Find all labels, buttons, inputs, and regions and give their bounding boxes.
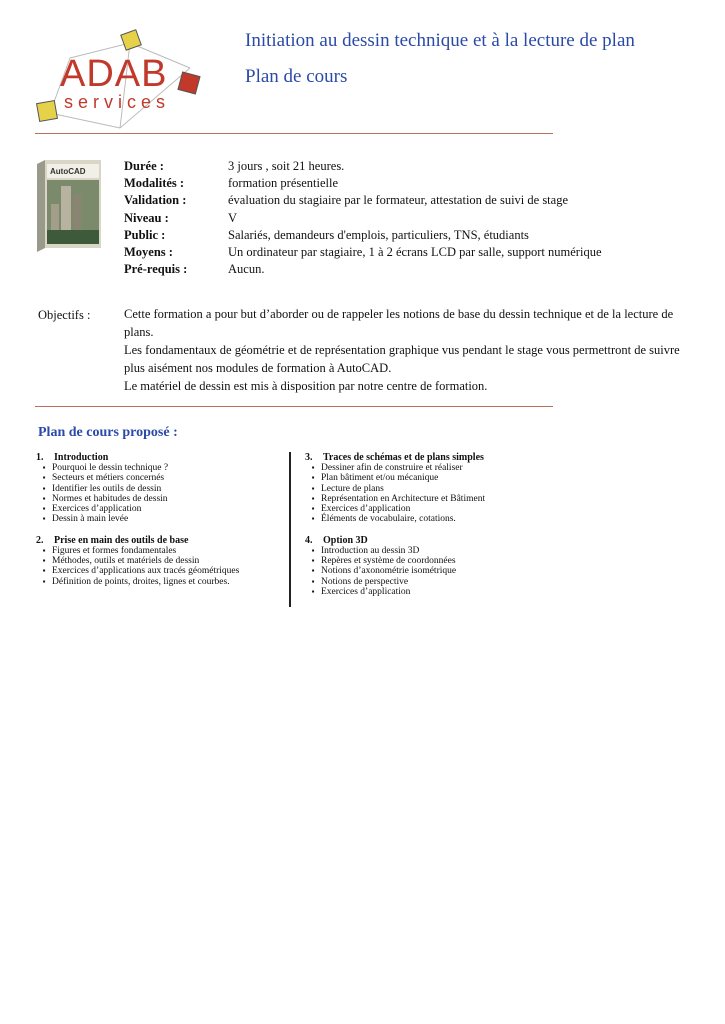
info-row-niveau [124,210,602,227]
bullet-icon: ▪ [42,514,46,524]
plan-column-left [36,452,286,597]
logo-wordmark: ADAB [60,53,168,95]
list-item [36,566,286,576]
info-row-duree [124,158,602,175]
header-divider [35,133,553,134]
info-label: Moyens : [124,244,173,259]
objectives-paragraph: Le matériel de dessin est mis à disposition par notre centre de formation. [124,379,488,393]
bullet-icon: ▪ [311,586,315,596]
list-item [305,546,565,556]
info-value: V [228,210,238,225]
info-value: Un ordinateur par stagiaire, 1 à 2 écrans LCD par salle, support numérique [228,244,602,259]
list-item [305,484,565,494]
plan-module [36,535,286,587]
info-row-moyens [124,244,602,261]
info-label: Durée : [124,159,164,173]
item-text: Dessiner afin de construire et réaliser [321,463,463,473]
bullet-icon: ▪ [42,463,46,472]
item-text: Éléments de vocabulaire, cotations. [321,514,456,525]
info-label: Pré-requis : [124,262,188,277]
objectives-text [124,305,680,395]
document-title: Initiation au dessin technique et à la lecture de plan [245,30,635,51]
bullet-icon: ▪ [311,545,315,555]
item-text: Exercices d’applications aux tracés géométriques [52,566,240,577]
item-text: Normes et habitudes de dessin [52,493,168,504]
info-value: 3 jours , soit 21 heures. [228,159,345,173]
objectives-paragraph: Les fondamentaux de géométrie et de représentation graphique vus pendant le stage vous permettront de suivre plus aisément nos modules de formation à AutoCAD. [124,343,680,375]
module-number: 3. [305,452,313,463]
course-info-table [124,158,602,278]
plan-title: Plan de cours proposé : [38,425,178,440]
item-text: Introduction au dessin 3D [321,545,420,556]
bullet-icon: ▪ [311,473,315,483]
list-item [36,484,286,494]
bullet-icon: ▪ [42,504,46,514]
info-value: Salariés, demandeurs d'emplois, particuliers, TNS, étudiants [228,227,529,242]
item-text: Pourquoi le dessin technique ? [52,463,169,473]
bullet-icon: ▪ [311,493,315,503]
item-text: Plan bâtiment et/ou mécanique [321,473,439,484]
module-number: 4. [305,534,313,546]
autocad-box-image [35,160,103,252]
list-item [305,494,565,504]
item-text: Dessin à main levée [52,514,129,525]
module-title: Traces de schémas et de plans simples [323,452,484,463]
bullet-icon: ▪ [311,463,315,472]
item-text: Lecture de plans [321,483,384,494]
column-divider [289,452,291,607]
bullet-icon: ▪ [311,556,315,566]
objectives-paragraph: Cette formation a pour but d’aborder ou de rappeler les notions de base du dessin technique et de la lecture de plans. [124,307,674,339]
item-text: Identifier les outils de dessin [52,483,162,494]
list-item [305,473,565,483]
bullet-icon: ▪ [42,473,46,483]
item-text: Figures et formes fondamentales [52,545,177,556]
document-subtitle: Plan de cours [245,66,348,87]
item-text: Exercices d’application [321,504,411,515]
info-value: évaluation du stagiaire par le formateur, attestation de suivi de stage [228,193,569,208]
company-logo [30,28,220,133]
item-text: Définition de points, droites, lignes et courbes. [52,576,230,587]
item-text: Notions de perspective [321,576,409,587]
list-item [36,577,286,587]
list-item [305,556,565,566]
list-item [36,473,286,483]
module-title: Prise en main des outils de base [54,534,189,546]
bullet-icon: ▪ [42,483,46,493]
item-text: Secteurs et métiers concernés [52,473,165,484]
bullet-icon: ▪ [311,504,315,514]
module-number: 2. [36,534,44,546]
plan-module [305,452,565,525]
list-item [305,463,565,473]
bullet-icon: ▪ [42,493,46,503]
list-item [305,577,565,587]
module-title: Option 3D [323,534,368,546]
info-row-public [124,227,602,244]
logo-subtitle: services [64,92,171,112]
bullet-icon: ▪ [42,556,46,566]
bullet-icon: ▪ [311,566,315,576]
bullet-icon: ▪ [42,576,46,586]
module-title: Introduction [54,452,109,463]
item-text: Exercices d’application [52,504,142,515]
list-item [305,504,565,514]
list-item [36,514,286,524]
bullet-icon: ▪ [42,566,46,576]
list-item [305,514,565,524]
info-label: Validation : [124,193,187,208]
list-item [305,566,565,576]
plan-module [305,535,565,597]
bullet-icon: ▪ [311,483,315,493]
info-label: Niveau : [124,210,169,225]
item-text: Méthodes, outils et matériels de dessin [52,556,200,567]
info-value: Aucun. [228,262,265,277]
list-item [36,556,286,566]
section-divider [35,406,553,407]
info-row-prerequis [124,261,602,278]
info-value: formation présentielle [228,176,339,191]
info-row-validation [124,192,602,209]
item-text: Notions d’axonométrie isométrique [321,566,457,577]
item-text: Exercices d’application [321,586,411,597]
plan-module [36,452,286,525]
bullet-icon: ▪ [311,576,315,586]
box-label: AutoCAD [50,167,86,176]
item-text: Représentation en Architecture et Bâtiment [321,493,486,504]
list-item [36,504,286,514]
list-item [305,587,565,597]
list-item [36,494,286,504]
bullet-icon: ▪ [311,514,315,524]
info-row-modalites [124,175,602,192]
bullet-icon: ▪ [42,545,46,555]
list-item [36,463,286,473]
objectives-label: Objectifs : [38,308,91,322]
list-item [36,546,286,556]
module-number: 1. [36,452,44,463]
plan-column-right [305,452,565,607]
info-label: Modalités : [124,176,185,191]
info-label: Public : [124,227,166,242]
item-text: Repères et système de coordonnées [321,556,456,567]
